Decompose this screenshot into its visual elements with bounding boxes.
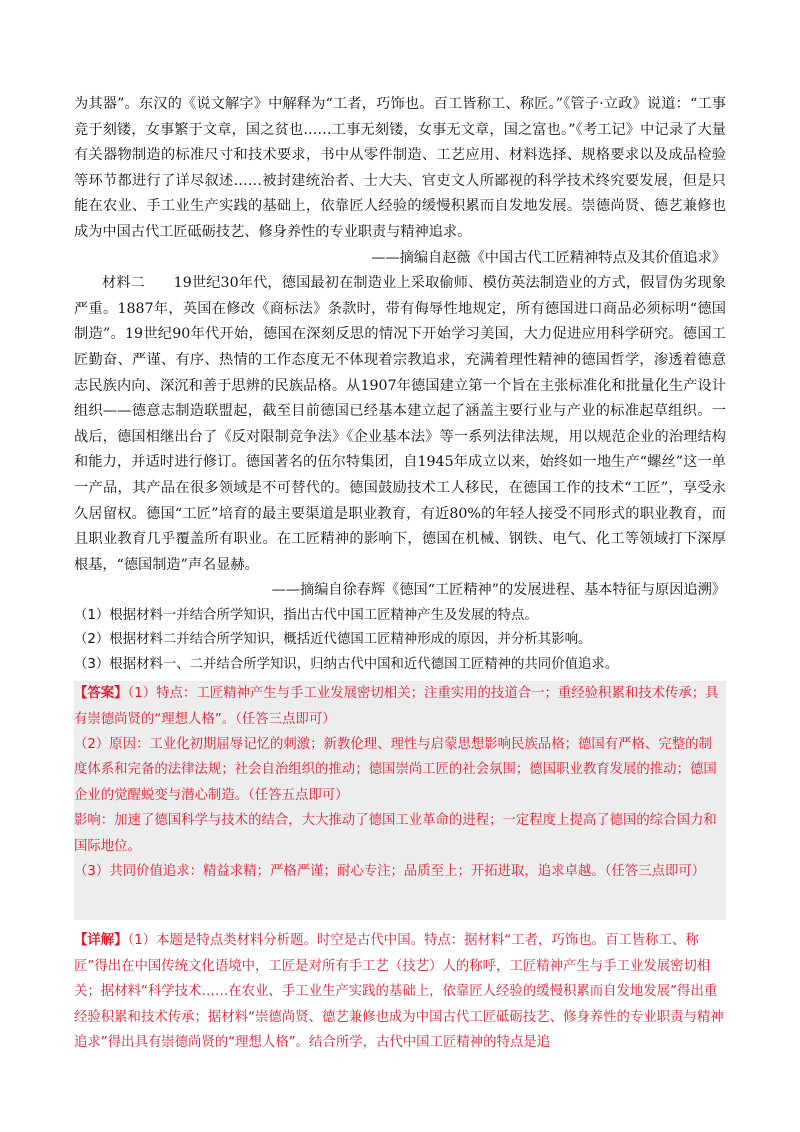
answer-2-impact: 影响：加速了德国科学与技术的结合，大大推动了德国工业革命的进程；一定程度上提高了德国的综合国力和国际地位。 bbox=[74, 813, 717, 854]
material-two-text: 材料二 19世纪30年代，德国最初在制造业上采取偷师、模仿英法制造业的方式，假冒伪劣现象严重。1887年，英国在修改《商标法》条款时，带有侮辱性地规定，所有德国进口商品必须标明“德国制造”。19世纪90年代开始，德国在深刻反思的情况下开始学习美国，大力促进应用科学研究。德国工匠勤奋、严谨、有序、热情的工作态度无不体现着宗教追求，充满着理性精神的德国哲学，渗透着德意志民族内向、深沉和善于思辨的民族品格。从1907年德国建立第一个旨在主张标准化和批量化生产设计组织——德意志制造联盟起，截至目前德国已经基本建立起了涵盖主要行业与产业的标准起草组织。一战后，德国相继出台了《反对限制竞争法》《企业基本法》等一系列法律法规，用以规范企业的治理结构和能力，并适时进行修订。德国著名的伍尔特集团，自1945年成立以来，始终如一地生产“螺丝”这一单一产品，其产品在很多领域是不可替代的。德国鼓励技术工人移民，在德国工作的技术“工匠”，享受永久居留权。德国“工匠”培育的最主要渠道是职业教育，有近80%的年轻人接受不同形式的职业教育，而且职业教育几乎覆盖所有职业。在工匠精神的影响下，德国在机械、钢铁、电气、化工等领域打下深厚根基，“德国制造”声名显赫。 bbox=[74, 275, 726, 573]
answer-box bbox=[74, 681, 726, 920]
material-two-source: ——摘编自徐春辉《德国“工匠精神”的发展进程、基本特征与原因追溯》 bbox=[271, 582, 726, 599]
detail-paragraph bbox=[74, 928, 726, 1055]
answer-1 bbox=[74, 681, 724, 732]
answer-3: （3）共同价值追求：精益求精；严格严谨；耐心专注；品质至上；开拓进取，追求卓越。（任答三点即可） bbox=[74, 863, 706, 879]
answer-tag: 【答案】 bbox=[74, 686, 128, 702]
detail-text: （1）本题是特点类材料分析题。时空是古代中国。特点：据材料“工者，巧饰也。百工皆称工、称匠”得出在中国传统文化语境中，工匠是对所有手工艺（技艺）人的称呼，工匠精神产生与手工业发展密切相关；据材料“科学技术……在农业、手工业生产实践的基础上，依靠匠人经验的缓慢积累而自发地发展”得出重经验积累和技术传承；据材料“崇德尚贤、德艺兼修也成为中国古代工匠砥砺技艺、修身养性的专业职责与精神追求”得出具有崇德尚贤的“理想人格”。结合所学，古代中国工匠精神的特点是追 bbox=[74, 933, 724, 1050]
material-one-source: ——摘编自赵薇《中国古代工匠精神特点及其价值追求》 bbox=[371, 249, 726, 266]
question-2: （2）根据材料二并结合所学知识，概括近代德国工匠精神形成的原因，并分析其影响。 bbox=[74, 632, 592, 648]
document-page bbox=[74, 92, 726, 1055]
detail-tag: 【详解】 bbox=[74, 933, 128, 949]
question-1: （1）根据材料一并结合所学知识，指出古代中国工匠精神产生及发展的特点。 bbox=[74, 607, 538, 623]
answer-1-text: （1）特点：工匠精神产生与手工业发展密切相关；注重实用的技道合一；重经验积累和技术传承；具有崇德尚贤的“理想人格”。（任答三点即可） bbox=[74, 686, 719, 727]
material-one-text: 为其器”。东汉的《说文解字》中解释为“工者，巧饰也。百工皆称工、称匠。”《管子·立政》说道：“工事竞于刻镂，女事繁于文章，国之贫也……工事无刻镂，女事无文章，国之富也。”《考工记》中记录了大量有关器物制造的标准尺寸和技术要求，书中从零件制造、工艺应用、材料选择、规格要求以及成品检验等环节都进行了详尽叙述……被封建统治者、士大夫、官吏文人所鄙视的科学技术终究要发展，但是只能在农业、手工业生产实践的基础上，依靠匠人经验的缓慢积累而自发地发展。崇德尚贤、德艺兼修也成为中国古代工匠砥砺技艺、修身养性的专业职责与精神追求。 bbox=[74, 96, 726, 240]
answer-2-reason: （2）原因：工业化初期屈辱记忆的刺激；新教伦理、理性与启蒙思想影响民族品格；德国有严格、完整的制度体系和完备的法律法规；社会自治组织的推动；德国崇尚工匠的社会氛围；德国职业教育发展的推动；德国企业的觉醒蜕变与潜心制造。（任答五点即可） bbox=[74, 736, 717, 803]
question-3: （3）根据材料一、二并结合所学知识，归纳古代中国和近代德国工匠精神的共同价值追求。 bbox=[74, 656, 619, 672]
